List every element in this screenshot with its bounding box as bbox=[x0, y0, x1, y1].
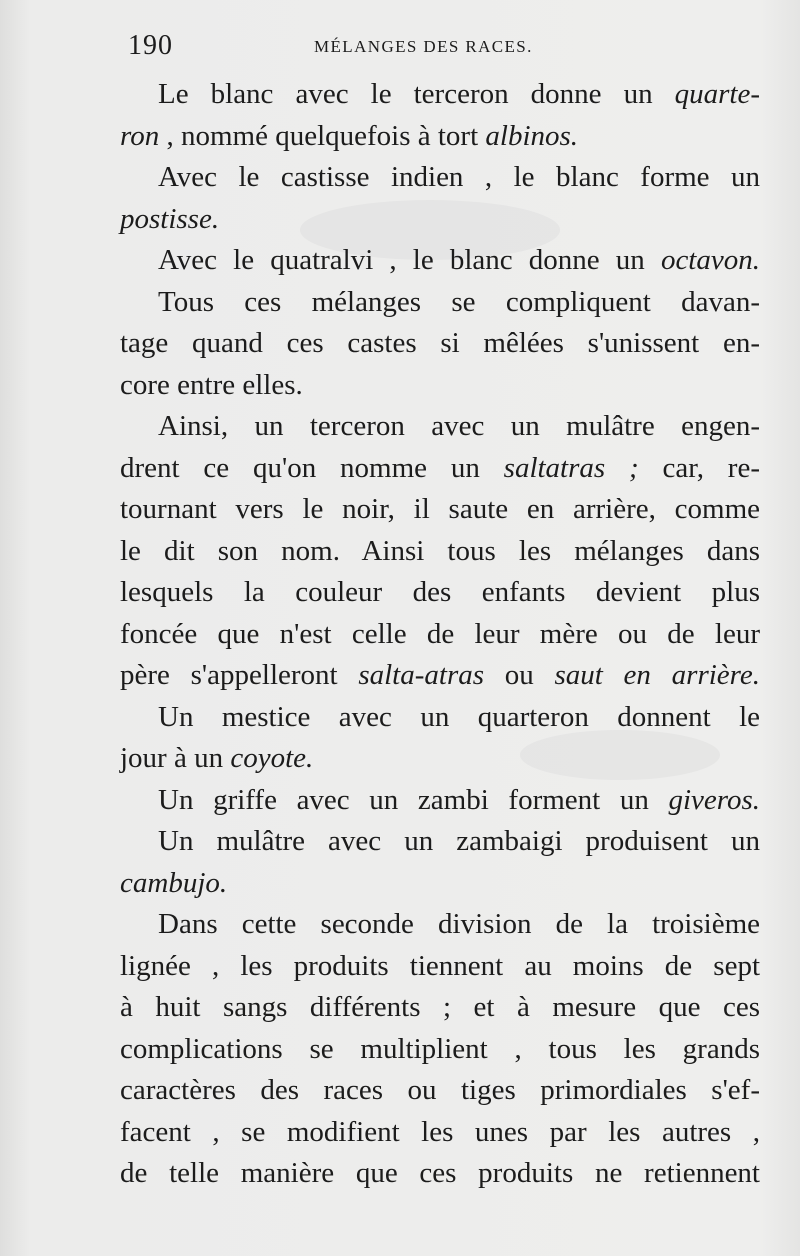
text-line bbox=[120, 738, 760, 780]
text-line bbox=[120, 697, 760, 739]
text-line bbox=[120, 157, 760, 199]
text-line bbox=[120, 904, 760, 946]
text-line bbox=[120, 946, 760, 988]
text-line bbox=[120, 655, 760, 697]
text-line bbox=[120, 282, 760, 324]
text-line bbox=[120, 821, 760, 863]
text-segment: à huit sangs différents ; et à mesure que ces bbox=[120, 991, 760, 1023]
running-head: MÉLANGES DES RACES. bbox=[314, 37, 533, 56]
text-segment: Le blanc avec le terceron donne un bbox=[158, 78, 675, 110]
italic-term: salta-atras bbox=[358, 659, 485, 691]
text-segment: de telle manière que ces produits ne retiennent bbox=[120, 1157, 760, 1189]
text-segment: le dit son nom. Ainsi tous les mélanges dans bbox=[120, 534, 760, 567]
text-segment: Un mestice avec un quarteron donnent le bbox=[158, 700, 760, 733]
italic-term: ron bbox=[120, 119, 160, 152]
page-number: 190 bbox=[128, 30, 173, 61]
text-segment: core entre elles. bbox=[120, 368, 303, 401]
text-line bbox=[120, 406, 760, 448]
italic-term: albinos. bbox=[485, 119, 579, 152]
text-line bbox=[120, 531, 760, 573]
text-segment: jour à un bbox=[120, 742, 231, 774]
text-segment: Tous ces mélanges se compliquent davan- bbox=[158, 285, 760, 318]
text-line bbox=[120, 199, 760, 241]
text-segment: lesquels la couleur des enfants devient plus bbox=[120, 576, 760, 608]
text-segment: Ainsi, un terceron avec un mulâtre engen- bbox=[158, 410, 760, 442]
text-line bbox=[120, 448, 760, 490]
text-segment: Dans cette seconde division de la troisième bbox=[158, 908, 760, 940]
text-line bbox=[120, 780, 760, 822]
italic-term: octavon. bbox=[660, 244, 760, 276]
italic-term: postisse. bbox=[120, 202, 220, 235]
text-line bbox=[120, 987, 760, 1029]
body-text bbox=[120, 74, 760, 1195]
text-line bbox=[120, 1070, 760, 1112]
text-line bbox=[120, 74, 760, 116]
text-segment: Un mulâtre avec un zambaigi produisent un bbox=[158, 825, 760, 857]
italic-term: coyote. bbox=[230, 742, 314, 774]
text-segment: Avec le castisse indien , le blanc forme un bbox=[158, 161, 760, 193]
italic-term: giveros. bbox=[668, 783, 760, 816]
text-segment: Avec le quatralvi , le blanc donne un bbox=[158, 244, 661, 276]
text-segment: père s'appelleront bbox=[120, 659, 359, 691]
italic-term: saut en arrière. bbox=[554, 659, 760, 691]
italic-term: saltatras ; bbox=[503, 451, 639, 484]
text-segment: lignée , les produits tiennent au moins de sept bbox=[120, 949, 760, 982]
text-line bbox=[120, 1153, 760, 1195]
text-line bbox=[120, 863, 760, 905]
text-segment: Un griffe avec un zambi forment un bbox=[158, 783, 669, 816]
text-segment: , nommé quelquefois à tort bbox=[159, 119, 486, 152]
text-segment: tournant vers le noir, il saute en arrière, comme bbox=[120, 493, 760, 525]
text-line bbox=[120, 323, 760, 365]
text-segment: facent , se modifient les unes par les autres , bbox=[120, 1115, 760, 1148]
text-line bbox=[120, 365, 760, 407]
text-segment: ou bbox=[484, 659, 555, 691]
text-segment: drent ce qu'on nomme un bbox=[120, 451, 504, 484]
text-line bbox=[120, 489, 760, 531]
text-line bbox=[120, 240, 760, 282]
italic-term: cambujo. bbox=[120, 866, 228, 899]
text-line bbox=[120, 614, 760, 656]
page-header bbox=[128, 30, 768, 66]
italic-term: quarte- bbox=[674, 78, 760, 110]
text-segment: foncée que n'est celle de leur mère ou de leur bbox=[120, 617, 760, 650]
text-line bbox=[120, 1029, 760, 1071]
text-line bbox=[120, 1112, 760, 1154]
text-segment: tage quand ces castes si mêlées s'unissent en- bbox=[120, 327, 760, 359]
text-segment: complications se multiplient , tous les grands bbox=[120, 1032, 760, 1065]
text-line bbox=[120, 572, 760, 614]
text-segment: caractères des races ou tiges primordiales s'ef- bbox=[120, 1074, 760, 1106]
text-segment: car, re- bbox=[638, 451, 760, 484]
text-line bbox=[120, 116, 760, 158]
